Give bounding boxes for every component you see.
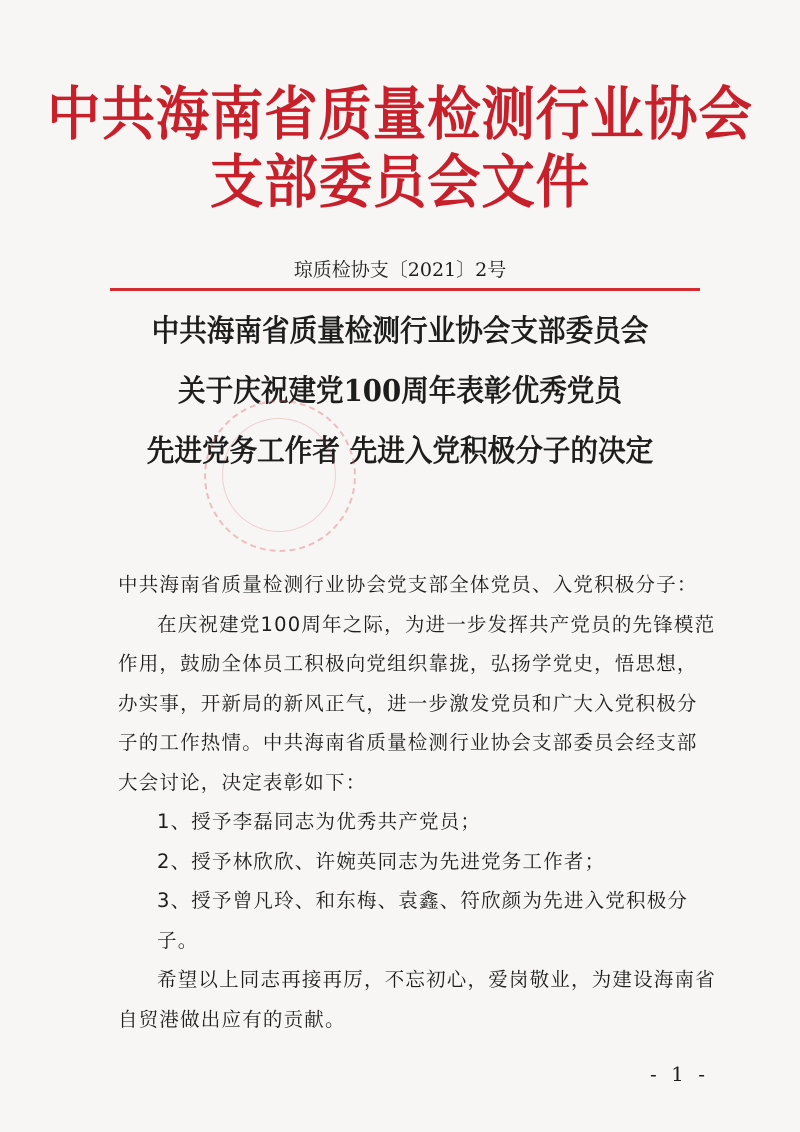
document-number: 琼质检协支〔2021〕2号: [293, 259, 507, 281]
document-body: [118, 565, 718, 1039]
title-line-3: 先进党务工作者 先进入党积极分子的决定: [146, 434, 654, 469]
red-divider: [110, 288, 700, 291]
page-number: - 1 -: [650, 1062, 709, 1086]
header-line-1: 中共海南省质量检测行业协会: [47, 80, 753, 148]
official-seal-icon: [204, 400, 356, 552]
title-line-2: 关于庆祝建党100周年表彰优秀党员: [177, 374, 623, 409]
paragraph-main: 在庆祝建党100周年之际，为进一步发挥共产党员的先锋模范作用，鼓励全体员工积极向党组织靠拢，弘扬学党史，悟思想，办实事，开新局的新风正气，进一步激发党员和广大入党积极分子的工作热情。中共海南省质量检测行业协会支部委员会经支部大会讨论，决定表彰如下：: [118, 612, 716, 794]
closing-paragraph: 希望以上同志再接再厉，不忘初心，爱岗敬业，为建设海南省自贸港做出应有的贡献。: [118, 968, 716, 1031]
list-item: 3、授予曾凡玲、和东梅、袁鑫、符欣颜为先进入党积极分子。: [157, 889, 689, 952]
salutation: 中共海南省质量检测行业协会党支部全体党员、入党积极分子：: [118, 573, 698, 596]
list-item: 1、授予李磊同志为优秀共产党员；: [157, 810, 482, 833]
header-line-2: 支部委员会文件: [210, 148, 590, 216]
document-header: [0, 80, 800, 216]
document-title: [0, 302, 800, 482]
list-item: 2、授予林欣欣、许婉英同志为先进党务工作者；: [157, 849, 606, 873]
title-line-1: 中共海南省质量检测行业协会支部委员会: [151, 314, 649, 349]
